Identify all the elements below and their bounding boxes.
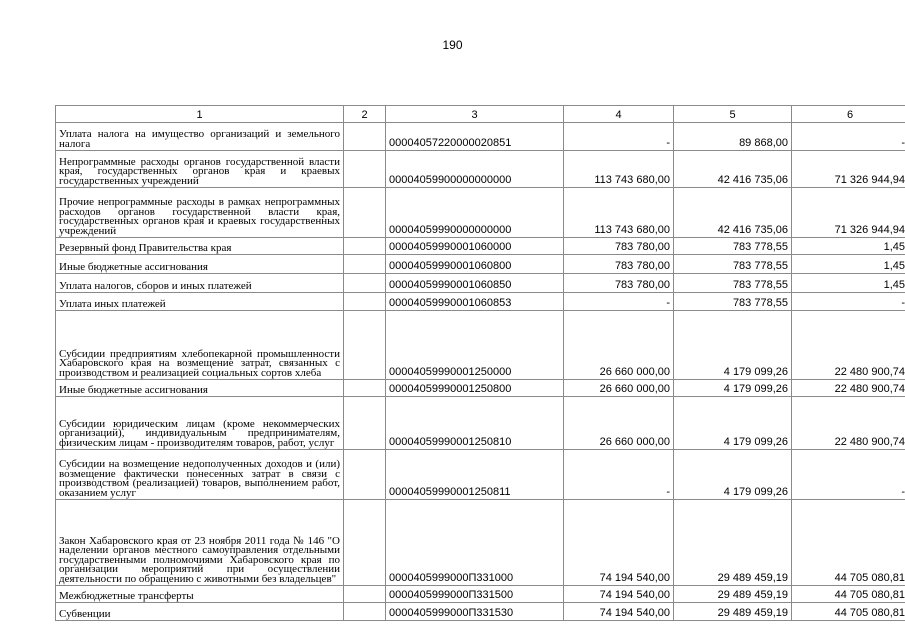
row-col-4: 113 743 680,00 xyxy=(564,188,674,238)
table-row xyxy=(56,274,905,293)
row-col-5: 4 179 099,26 xyxy=(674,380,792,397)
table-row xyxy=(56,238,905,255)
row-code: 00004059900000000000 xyxy=(386,151,564,188)
row-col-4: 113 743 680,00 xyxy=(564,151,674,188)
table-row xyxy=(56,380,905,397)
row-col-4: 26 660 000,00 xyxy=(564,311,674,380)
row-col-6: 44 705 080,81 xyxy=(792,500,905,586)
row-col-5: 783 778,55 xyxy=(674,238,792,255)
row-col-6: - xyxy=(792,293,905,311)
header-col-3: 3 xyxy=(386,106,564,123)
row-col-6: - xyxy=(792,123,905,151)
row-col-5: 4 179 099,26 xyxy=(674,397,792,450)
row-code: 0000405999000П331000 xyxy=(386,500,564,586)
row-name: Прочие непрограммные расходы в рамках непрограммных расходов органов государственной власти края, государственных органов края и краевых государственных учреждений xyxy=(56,188,344,238)
row-col-5: 783 778,55 xyxy=(674,293,792,311)
row-col-2 xyxy=(344,500,386,586)
row-code: 00004057220000020851 xyxy=(386,123,564,151)
row-col-4: 26 660 000,00 xyxy=(564,380,674,397)
row-col-2 xyxy=(344,238,386,255)
row-code: 0000405999000П331500 xyxy=(386,586,564,603)
row-code: 00004059990001060000 xyxy=(386,238,564,255)
row-col-6: 44 705 080,81 xyxy=(792,586,905,603)
row-col-5: 29 489 459,19 xyxy=(674,500,792,586)
row-name: Иные бюджетные ассигнования xyxy=(56,380,344,397)
table-row xyxy=(56,151,905,188)
row-col-5: 42 416 735,06 xyxy=(674,151,792,188)
table-row xyxy=(56,586,905,603)
row-col-4: 783 780,00 xyxy=(564,255,674,274)
row-col-4: 26 660 000,00 xyxy=(564,397,674,450)
row-code: 00004059990001060853 xyxy=(386,293,564,311)
table-header-row xyxy=(56,106,905,123)
row-col-2 xyxy=(344,380,386,397)
table-row xyxy=(56,188,905,238)
row-col-4: - xyxy=(564,293,674,311)
header-col-2: 2 xyxy=(344,106,386,123)
row-col-5: 783 778,55 xyxy=(674,255,792,274)
table-row xyxy=(56,293,905,311)
row-col-6: 71 326 944,94 xyxy=(792,151,905,188)
row-col-6: 1,45 xyxy=(792,255,905,274)
row-col-6: 22 480 900,74 xyxy=(792,397,905,450)
row-col-5: 29 489 459,19 xyxy=(674,586,792,603)
row-name: Непрограммные расходы органов государственной власти края, государственных органов края и краевых государственных учреждений xyxy=(56,151,344,188)
row-col-5: 29 489 459,19 xyxy=(674,603,792,621)
table-row xyxy=(56,450,905,500)
row-col-6: 22 480 900,74 xyxy=(792,311,905,380)
row-col-4: 74 194 540,00 xyxy=(564,586,674,603)
row-name: Субвенции xyxy=(56,603,344,621)
header-col-5: 5 xyxy=(674,106,792,123)
row-name: Уплата налога на имущество организаций и земельного налога xyxy=(56,123,344,151)
page-number: 190 xyxy=(442,38,463,52)
row-col-4: 74 194 540,00 xyxy=(564,603,674,621)
row-name: Резервный фонд Правительства края xyxy=(56,238,344,255)
row-col-6: 1,45 xyxy=(792,238,905,255)
row-name: Иные бюджетные ассигнования xyxy=(56,255,344,274)
row-col-4: 783 780,00 xyxy=(564,238,674,255)
table-row xyxy=(56,397,905,450)
row-col-5: 89 868,00 xyxy=(674,123,792,151)
row-col-5: 783 778,55 xyxy=(674,274,792,293)
row-code: 0000405999000П331530 xyxy=(386,603,564,621)
row-code: 00004059990000000000 xyxy=(386,188,564,238)
row-code: 00004059990001250000 xyxy=(386,311,564,380)
row-col-4: - xyxy=(564,450,674,500)
row-col-2 xyxy=(344,255,386,274)
row-col-6: 44 705 080,81 xyxy=(792,603,905,621)
table-row xyxy=(56,311,905,380)
row-col-2 xyxy=(344,450,386,500)
row-code: 00004059990001250810 xyxy=(386,397,564,450)
row-code: 00004059990001060850 xyxy=(386,274,564,293)
row-col-2 xyxy=(344,123,386,151)
budget-table xyxy=(55,105,905,621)
row-col-5: 4 179 099,26 xyxy=(674,450,792,500)
row-col-2 xyxy=(344,188,386,238)
row-col-2 xyxy=(344,603,386,621)
row-col-2 xyxy=(344,151,386,188)
row-col-6: 1,45 xyxy=(792,274,905,293)
row-col-4: - xyxy=(564,123,674,151)
row-col-5: 42 416 735,06 xyxy=(674,188,792,238)
header-col-1: 1 xyxy=(56,106,344,123)
row-col-5: 4 179 099,26 xyxy=(674,311,792,380)
row-col-2 xyxy=(344,311,386,380)
row-code: 00004059990001250811 xyxy=(386,450,564,500)
row-col-2 xyxy=(344,274,386,293)
row-name: Субсидии на возмещение недополученных доходов и (или) возмещение фактически понесенных затрат в связи с производством (реализацией) товаров, выполнением работ, оказанием услуг xyxy=(56,450,344,500)
row-name: Субсидии юридическим лицам (кроме некоммерческих организаций), индивидуальным предпринимателям, физическим лицам - производителям товаров, работ, услуг xyxy=(56,397,344,450)
table-row xyxy=(56,603,905,621)
row-col-2 xyxy=(344,586,386,603)
table-row xyxy=(56,500,905,586)
row-col-6: 71 326 944,94 xyxy=(792,188,905,238)
table-row xyxy=(56,123,905,151)
row-name: Межбюджетные трансферты xyxy=(56,586,344,603)
row-col-6: - xyxy=(792,450,905,500)
row-col-4: 783 780,00 xyxy=(564,274,674,293)
row-col-6: 22 480 900,74 xyxy=(792,380,905,397)
row-name: Уплата налогов, сборов и иных платежей xyxy=(56,274,344,293)
row-name: Субсидии предприятиям хлебопекарной промышленности Хабаровского края на возмещение затрат, связанных с производством и реализацией социальных сортов хлеба xyxy=(56,311,344,380)
row-code: 00004059990001250800 xyxy=(386,380,564,397)
row-col-4: 74 194 540,00 xyxy=(564,500,674,586)
row-name: Уплата иных платежей xyxy=(56,293,344,311)
header-col-4: 4 xyxy=(564,106,674,123)
row-code: 00004059990001060800 xyxy=(386,255,564,274)
row-col-2 xyxy=(344,293,386,311)
row-col-2 xyxy=(344,397,386,450)
row-name: Закон Хабаровского края от 23 ноября 2011 года № 146 "О наделении органов местного самоуправления отдельными государственными полномочиями Хабаровского края по организации мероприятий при осуществлении деятельности по обращению с животными без владельцев" xyxy=(56,500,344,586)
header-col-6: 6 xyxy=(792,106,905,123)
table-row xyxy=(56,255,905,274)
